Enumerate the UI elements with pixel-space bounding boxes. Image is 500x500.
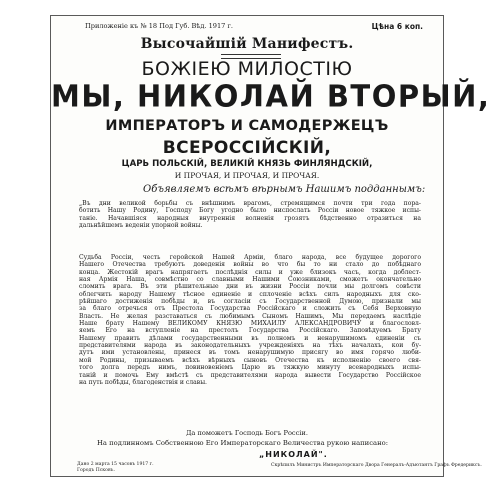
paragraph-2 bbox=[79, 254, 421, 386]
etc-line: И ПРОЧАЯ, И ПРОЧАЯ, И ПРОЧАЯ. bbox=[174, 171, 320, 180]
supplement-note: Приложеніе къ № 18 Под Губ. Вѣд. 1917 г. bbox=[85, 22, 234, 30]
paragraph-line: таніе. Начавшіяся народныя внутреннія волненія грозятъ бѣдственно отразиться на bbox=[79, 214, 421, 222]
paragraph-line: ная Армія Наша, совмѣстно со славными Нашими Союзниками, сможетъ окончательно bbox=[79, 276, 421, 284]
paragraph-line: Нашему править дѣлами государственными въ полномъ и ненарушимомъ единеніи съ bbox=[79, 334, 421, 342]
announcement-line: Объявляемъ всѣмъ вѣрнымъ Нашимъ подданнымъ: bbox=[143, 184, 426, 195]
price-label: Цѣна 6 коп. bbox=[371, 22, 423, 31]
paragraph-line: Власть. Не желая разставаться съ любимымъ Сыномъ Нашимъ, Мы передаемъ наслѣдіе bbox=[79, 312, 421, 320]
tsar-title-line: ЦАРЬ ПОЛЬСКІЙ, ВЕЛИКІЙ КНЯЗЬ ФИНЛЯНДСКІЙ, bbox=[121, 159, 373, 169]
paragraph-line: Судьба Россіи, честь геройской Нашей Арміи, благо народа, все будущее дорогого bbox=[79, 254, 421, 261]
paragraph-line: таній и помочь Ему вмѣстѣ съ представителями народа вывести Государство Россійское bbox=[79, 371, 421, 379]
original-note: На подлинномъ Собственною Его Императорскаго Величества рукою написано: bbox=[97, 439, 388, 447]
countersignature: Скрѣпилъ Министръ Императорскаго Двора Генералъ-Адъютантъ Графъ Фредериксъ. bbox=[271, 463, 482, 468]
date-place bbox=[77, 462, 154, 474]
all-russia-heading: ВСЕРОССІЙСКІЙ, bbox=[162, 138, 332, 158]
by-grace-heading: БОЖІЕЮ МИЛОСТІЮ bbox=[141, 58, 353, 80]
paragraph-line: представителями народа въ законодательныхъ учрежденіяхъ на тѣхъ началахъ, кои бу- bbox=[79, 342, 421, 350]
emperor-heading: ИМПЕРАТОРЪ И САМОДЕРЖЕЦЪ bbox=[105, 118, 389, 134]
paragraph-line: „Въ дни великой борьбы съ внѣшнимъ врагомъ, стремящимся почти три года пора- bbox=[79, 200, 421, 207]
paragraph-line: дутъ ими установлены, принеся въ томъ ненарушимую присягу во имя горячо люби- bbox=[79, 349, 421, 357]
paragraph-line: Нашего Отечества требуютъ доведенія войны во что бы то ни стало до побѣднаго bbox=[79, 261, 421, 269]
signature: „НИКОЛАЙ". bbox=[259, 450, 328, 459]
paragraph-line: конца. Жестокій врагъ напрягаетъ послѣднія силы и уже близокъ часъ, когда доблест- bbox=[79, 268, 421, 276]
paragraph-line: Наше брату Нашему ВЕЛИКОМУ КНЯЗЮ МИХАИЛУ АЛЕКСАНДРОВИЧУ и благословл- bbox=[79, 320, 421, 328]
paragraph-line: яемъ Его на вступленіе на престолъ Государства Россійскаго. Заповѣдуемъ Брату bbox=[79, 327, 421, 335]
date-line: Дано 2 марта 15 часовъ 1917 г. bbox=[77, 462, 154, 467]
paragraph-line: сломить врага. Въ эти рѣшительные дни въ жизни Россіи почли мы долгомъ совѣсти bbox=[79, 283, 421, 291]
paragraph-line: дальнѣйшемъ веденіи упорной войны. bbox=[79, 222, 203, 230]
paragraph-1 bbox=[79, 200, 421, 229]
paragraph-line: облегчить народу Нашему тѣсное единеніе и сплоченіе всѣхъ силъ народныхъ для ско- bbox=[79, 290, 421, 298]
manifesto-title: Высочайшій Манифестъ. bbox=[140, 36, 354, 52]
paragraph-line: на путь побѣды, благоденствія и славы. bbox=[79, 378, 207, 386]
paragraph-line: за благо отречься отъ Престола Государства Россійскаго и сложить съ Себя Верховную bbox=[79, 305, 421, 313]
manifesto-sheet bbox=[50, 15, 491, 477]
paragraph-line: рѣйшаго достиженія побѣды и, въ согласіи съ Государственной Думою, признали мы bbox=[79, 298, 421, 306]
header-bar bbox=[85, 22, 423, 31]
paragraph-line: ботить Нашу Родину, Господу Богу угодно было ниспослать Россіи новое тяжкое испы- bbox=[79, 207, 421, 215]
we-nicholas-heading: МЫ, НИКОЛАЙ ВТОРЫЙ, bbox=[51, 78, 491, 114]
god-help-line: Да поможетъ Господь Богъ Россіи. bbox=[186, 429, 308, 437]
paragraph-line: мой Родины, призываемъ всѣхъ вѣрныхъ сыновъ Отечества къ исполненію своего свя- bbox=[79, 356, 421, 364]
paragraph-line: того долга передъ нимъ, повиновеніемъ Царю въ тяжкую минуту всенародныхъ испы- bbox=[79, 364, 421, 372]
place-line: Городъ Псковъ. bbox=[77, 468, 115, 473]
